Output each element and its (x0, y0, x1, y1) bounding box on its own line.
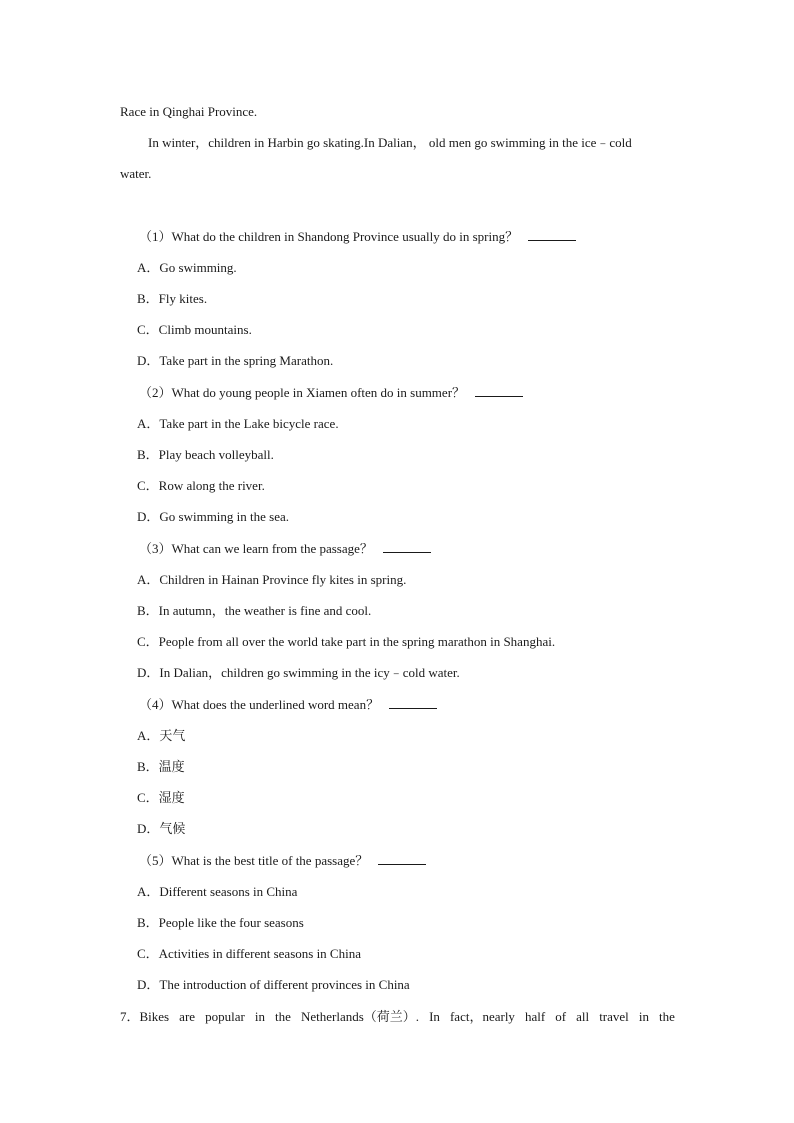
question-4-option-c: C．湿度 (137, 790, 185, 805)
q7-word: the (659, 1009, 675, 1024)
question-2-option-b: B．Play beach volleyball. (137, 447, 274, 462)
question-7-first-line (120, 1009, 675, 1025)
question-3-option-a: A．Children in Hainan Province fly kites in spring. (137, 572, 407, 587)
q7-word: In (429, 1009, 440, 1024)
q7-word: Netherlands（荷兰）. (300, 1009, 420, 1024)
q7-word: 7．Bikes (120, 1009, 170, 1024)
question-3-option-b: B．In autumn，the weather is fine and cool. (137, 603, 372, 618)
q7-word: are (179, 1009, 196, 1024)
question-2 (139, 385, 523, 401)
question-5-option-d: D．The introduction of different provinces in China (137, 977, 410, 992)
question-3 (139, 541, 431, 557)
answer-blank-4 (389, 697, 437, 709)
q7-word: popular (205, 1009, 245, 1024)
q7-word: all (576, 1009, 590, 1024)
answer-blank-5 (378, 853, 426, 865)
question-1-stem: （1）What do the children in Shandong Province usually do in spring？ (139, 229, 519, 244)
answer-blank-1 (528, 229, 576, 241)
question-5 (139, 853, 426, 869)
q7-word: travel (599, 1009, 629, 1024)
question-5-option-c: C．Activities in different seasons in China (137, 946, 361, 961)
q7-word: of (555, 1009, 567, 1024)
question-4-option-a: A．天气 (137, 728, 186, 743)
q7-word: half (524, 1009, 546, 1024)
question-4-stem: （4）What does the underlined word mean？ (139, 697, 380, 712)
q7-word: fact，nearly (449, 1009, 515, 1024)
q7-word: in (638, 1009, 649, 1024)
question-3-option-d: D．In Dalian，children go swimming in the icy﹣cold water. (137, 665, 460, 680)
question-5-option-b: B．People like the four seasons (137, 915, 304, 930)
passage-line-1: Race in Qinghai Province. (120, 104, 258, 119)
answer-blank-2 (475, 385, 523, 397)
question-2-stem: （2）What do young people in Xiamen often do in summer？ (139, 385, 466, 400)
question-5-option-a: A．Different seasons in China (137, 884, 298, 899)
question-4-option-b: B．温度 (137, 759, 185, 774)
question-3-stem: （3）What can we learn from the passage？ (139, 541, 373, 556)
question-3-option-c: C．People from all over the world take part in the spring marathon in Shanghai. (137, 634, 556, 649)
answer-blank-3 (383, 541, 431, 553)
q7-word: the (275, 1009, 291, 1024)
question-2-option-c: C．Row along the river. (137, 478, 265, 493)
question-4-option-d: D．气候 (137, 821, 186, 836)
q7-word: in (254, 1009, 265, 1024)
question-1 (139, 229, 576, 245)
question-1-option-d: D．Take part in the spring Marathon. (137, 353, 334, 368)
question-1-option-b: B．Fly kites. (137, 291, 208, 306)
question-4 (139, 697, 437, 713)
question-1-option-a: A．Go swimming. (137, 260, 237, 275)
question-1-option-c: C．Climb mountains. (137, 322, 252, 337)
question-2-option-d: D．Go swimming in the sea. (137, 509, 290, 524)
passage-line-2: In winter，children in Harbin go skating.In Dalian， old men go swimming in the ice﹣cold (148, 135, 632, 150)
passage-line-3: water. (120, 166, 152, 181)
question-2-option-a: A．Take part in the Lake bicycle race. (137, 416, 339, 431)
question-5-stem: （5）What is the best title of the passage？ (139, 853, 369, 868)
